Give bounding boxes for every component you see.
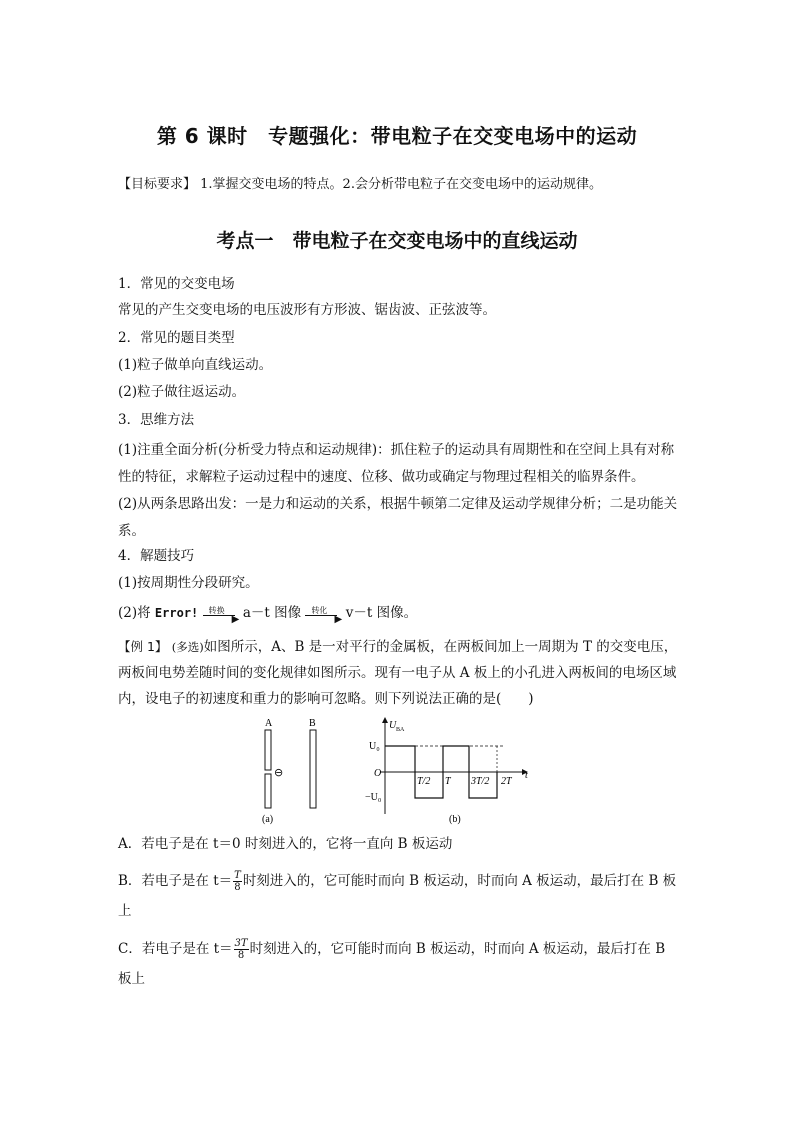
tick-half-t: T/2: [417, 776, 431, 787]
example-1: [118, 634, 680, 712]
goal-text: 1.掌握交变电场的特点。2.会分析带电粒子在交变电场中的运动规律。: [200, 177, 602, 192]
p4b-prefix: (2)将: [118, 605, 151, 621]
fraction-b-numerator: T: [234, 870, 241, 881]
paragraph-2a: (1)粒子做单向直线运动。: [118, 357, 273, 373]
caption-b: (b): [449, 814, 461, 825]
option-c: [118, 934, 680, 994]
lesson-title: 第 6 课时 专题强化：带电粒子在交变电场中的运动: [156, 124, 638, 148]
fraction-t-8: [233, 870, 242, 893]
transform-arrow-1: 转换 ▶: [203, 607, 239, 621]
option-c-prefix: C．若电子是在 t＝: [118, 941, 233, 957]
option-a: A．若电子是在 t＝0 时刻进入的，它将一直向 B 板运动: [118, 836, 453, 852]
heading-4: 4．解题技巧: [118, 548, 195, 564]
heading-2: 2．常见的题目类型: [118, 330, 235, 346]
fraction-3t-8: [234, 938, 249, 961]
tick-t: T: [445, 776, 451, 787]
plate-a-label: A: [265, 718, 273, 729]
plate-a-bottom: [265, 774, 271, 808]
paragraph-4b: [118, 603, 417, 623]
learning-goals: [118, 173, 602, 192]
y-axis-subscript: BA: [396, 727, 405, 733]
option-c-suffix: 时刻进入的，它可能时而向 B 板运动，时而向 A 板运动，最后打在 B 板上: [118, 941, 666, 987]
section-title: 考点一 带电粒子在交变电场中的直线运动: [216, 230, 578, 252]
error-field: Error!: [154, 606, 199, 620]
plate-b: [310, 730, 316, 808]
transform-arrow-2: 转化 ▶: [305, 607, 341, 621]
option-b-suffix: 时刻进入的，它可能时而向 B 板运动，时而向 A 板运动，最后打在 B 板上: [118, 873, 677, 919]
heading-1: 1．常见的交变电场: [118, 276, 235, 292]
fraction-b-denominator: 8: [234, 882, 241, 893]
neg-u0-label: −U₀: [365, 792, 382, 803]
paragraph-1: 常见的产生交变电场的电压波形有方形波、锯齿波、正弦波等。: [118, 302, 496, 318]
paragraph-4a: (1)按周期性分段研究。: [118, 575, 259, 591]
electron-icon: ⊖: [274, 766, 284, 779]
example-multi: (多选): [171, 640, 204, 654]
example-text: 如图所示，A、B 是一对平行的金属板，在两板间加上一周期为 T 的交变电压，两板间电势差随时间的变化规律如图所示。现有一电子从 A 板上的小孔进入两板间的电场区域内，设电子的初速度和重力的影响可忽略。则下列说法正确的是( ): [118, 639, 678, 707]
goal-tag: 【目标要求】: [118, 177, 197, 192]
p4b-end: v－t 图像。: [345, 605, 418, 621]
caption-a: (a): [262, 814, 274, 825]
arrow-1-label: 转换: [208, 605, 225, 615]
option-b-prefix: B．若电子是在 t＝: [118, 873, 233, 889]
figure-a-plates: [250, 716, 330, 826]
heading-3: 3．思维方法: [118, 412, 195, 428]
y-axis-label: U: [389, 720, 397, 731]
plate-a-top: [265, 730, 271, 770]
paragraph-3b: (2)从两条思路出发：一是力和运动的关系，根据牛顿第二定律及运动学规律分析；二是功能关系。: [118, 496, 678, 539]
t-axis-label: t: [525, 770, 528, 781]
arrow-2-label: 转化: [311, 605, 328, 615]
origin-label: O: [374, 768, 382, 779]
p4b-middle: a－t 图像: [242, 605, 302, 621]
example-tag: 【例 1】: [118, 639, 168, 654]
paragraph-2b: (2)粒子做往返运动。: [118, 384, 246, 400]
tick-3half-t: 3T/2: [471, 776, 490, 787]
fraction-c-numerator: 3T: [234, 938, 248, 949]
option-b: [118, 866, 680, 926]
paragraph-3a: (1)注重全面分析(分析受力特点和运动规律)：抓住粒子的运动具有周期性和在空间上具有对称性的特征，求解粒子运动过程中的速度、位移、做功或确定与物理过程相关的临界条件。: [118, 442, 675, 485]
fraction-c-denominator: 8: [237, 950, 245, 961]
tick-2t: 2T: [501, 776, 512, 787]
plate-b-label: B: [309, 718, 316, 729]
figure-b-voltage-graph: [365, 716, 535, 826]
u0-label: U₀: [369, 741, 380, 752]
